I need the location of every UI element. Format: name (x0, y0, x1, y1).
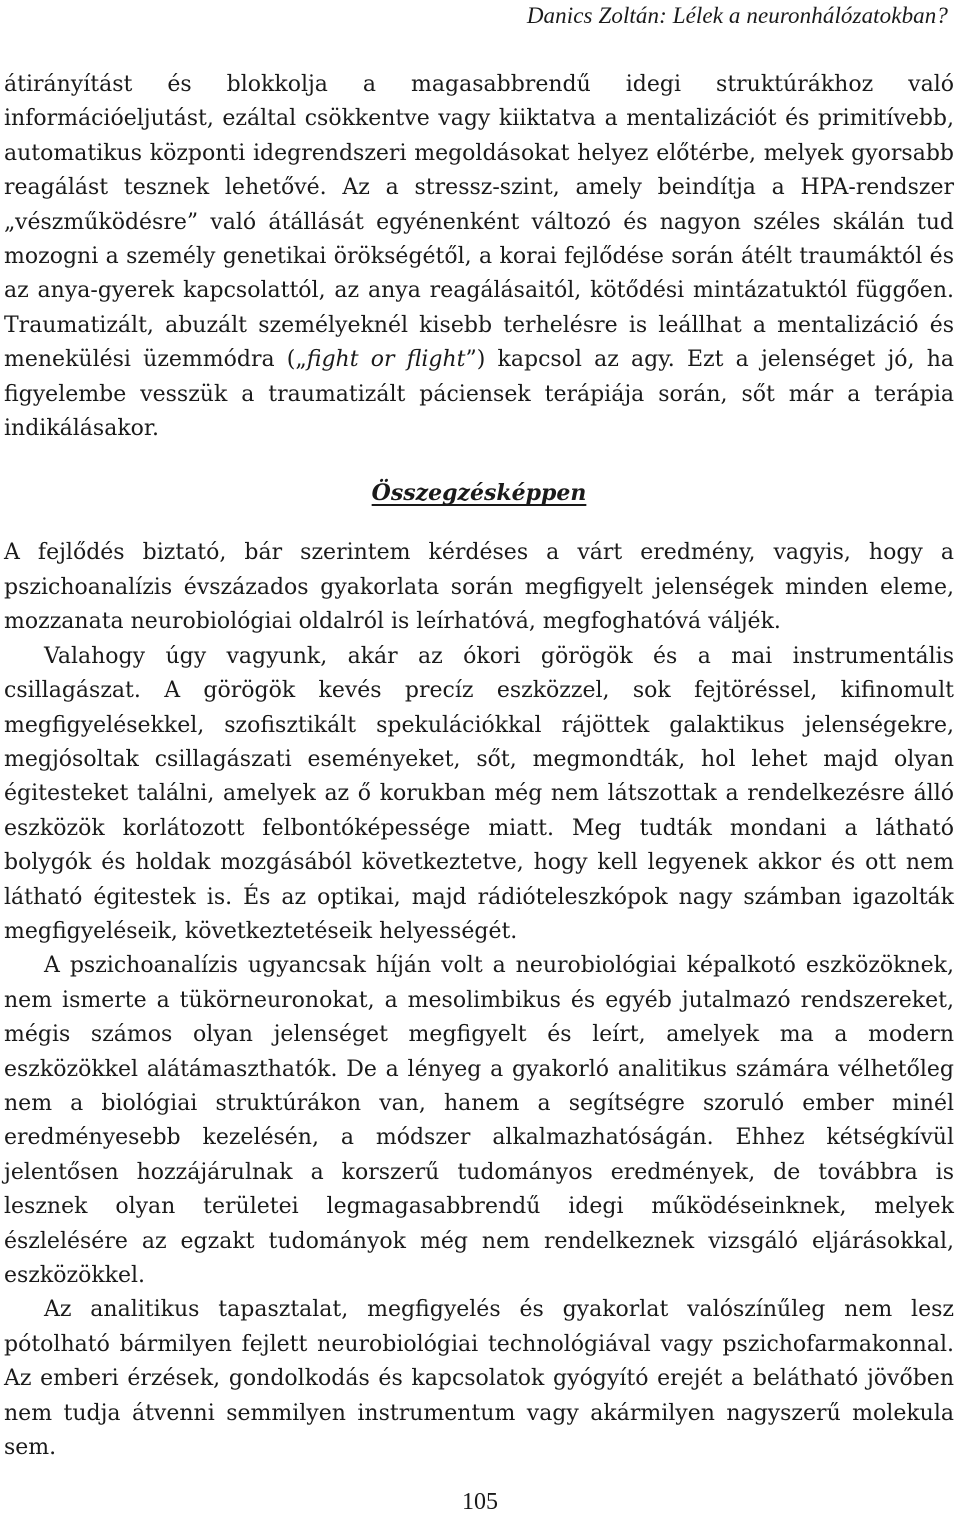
paragraph-analytic-experience: Az analitikus tapasztalat, megfigyelés és gyakorlat valószínűleg nem lesz pótolható bármilyen fejlett neurobiológiai technológiával vagy pszichofarmakonnal. Az emberi érzések, gondolkodás és kapcsolatok gyógyító erejét a belátható jövőben nem tudja átvenni semmilyen instrumentum vagy akármilyen nagyszerű molekula sem. (4, 1297, 954, 1461)
paragraph-text: ”) kapcsol az agy. Ezt a jelenséget jó, ha figyelembe vesszük a traumatizált páciensek terápiája során, sőt már a terápia indikálásakor. (4, 347, 954, 442)
page-body (4, 68, 954, 1465)
paragraph-greek-astronomy: Valahogy úgy vagyunk, akár az ókori görögök és a mai instrumentális csillagászat. A görögök kevés precíz eszközzel, sok fejtöréssel, kifinomult megfigyelésekkel, szofisztikált spekulációkkal rájöttek galaktikus jelenségekre, megjósoltak csillagászati eseményeket, sőt, megmondták, hol lehet majd olyan égitesteket találni, amelyek az ő korukban még nem látszottak a rendelkezésre álló eszközök korlátozott felbontóképessége miatt. Meg tudták mondani a látható bolygók és holdak mozgásából következtetve, hogy kell legyenek akkor és ott nem látható égitestek is. És az optikai, majd rádióteleszkópok nagy számban igazolták megfigyeléseik, következtetéseik helyességét. (4, 643, 954, 944)
paragraph-text: átirányítást és blokkolja a magasabbrendű idegi struktúrákhoz való információeljutást, ezáltal csökkentve vagy kiiktatva a mentalizációt és primitívebb, automatikus központi idegrendszeri megoldásokat helyez előtérbe, melyek gyorsabb reagálást tesznek lehetővé. Az a stressz-szint, amely beindítja a HPA-rendszer „vészműködésre” való átállását egyénenként változó és nagyon széles skálán tud mozogni a személy genetikai örökségétől, a korai fejlődése során átélt traumáktól és az anya-gyerek kapcsolattól, az anya reagálásaitól, kötődési mintázatuktól függően. Traumatizált, abuzált személyeknél kisebb terhelésre is leállhat a mentalizáció és menekülési üzemmódra („ (4, 72, 954, 373)
paragraph-summary-intro: A fejlődés biztató, bár szerintem kérdéses a várt eredmény, vagyis, hogy a pszichoanalízis évszázados gyakorlata során megfigyelt jelenségek minden eleme, mozzanata neurobiológiai oldalról is leírhatóvá, megfoghatóvá váljék. (4, 540, 954, 635)
italic-term: fight or flight (306, 347, 466, 373)
section-heading: Összegzésképpen (371, 480, 587, 507)
running-header: Danics Zoltán: Lélek a neuronhálózatokban? (526, 3, 948, 28)
paragraph-psychoanalysis-tools: A pszichoanalízis ugyancsak híján volt a neurobiológiai képalkotó eszközöknek, nem ismerte a tükörneuronokat, a mesolimbikus és egyéb jutalmazó rendszereket, mégis számos olyan jelenséget megfigyelt és leírt, amelyek ma a modern eszközökkel alátámaszthatók. De a lényeg a gyakorló analitikus számára vélhetőleg nem a biológiai struktúrákon van, hanem a segítségre szoruló ember minél eredményesebb kezelésén, a módszer alkalmazhatóságán. Ehhez kétségkívül jelentősen hozzájárulnak a korszerű tudományos eredmények, de továbbra is lesznek olyan területei legmagasabbrendű idegi működéseinknek, melyek észlelésére az egzakt tudományok még nem rendelkeznek vizsgáló eljárásokkal, eszközökkel. (4, 953, 954, 1288)
page-number: 105 (462, 1489, 498, 1515)
paragraph-stress-response (4, 68, 954, 446)
